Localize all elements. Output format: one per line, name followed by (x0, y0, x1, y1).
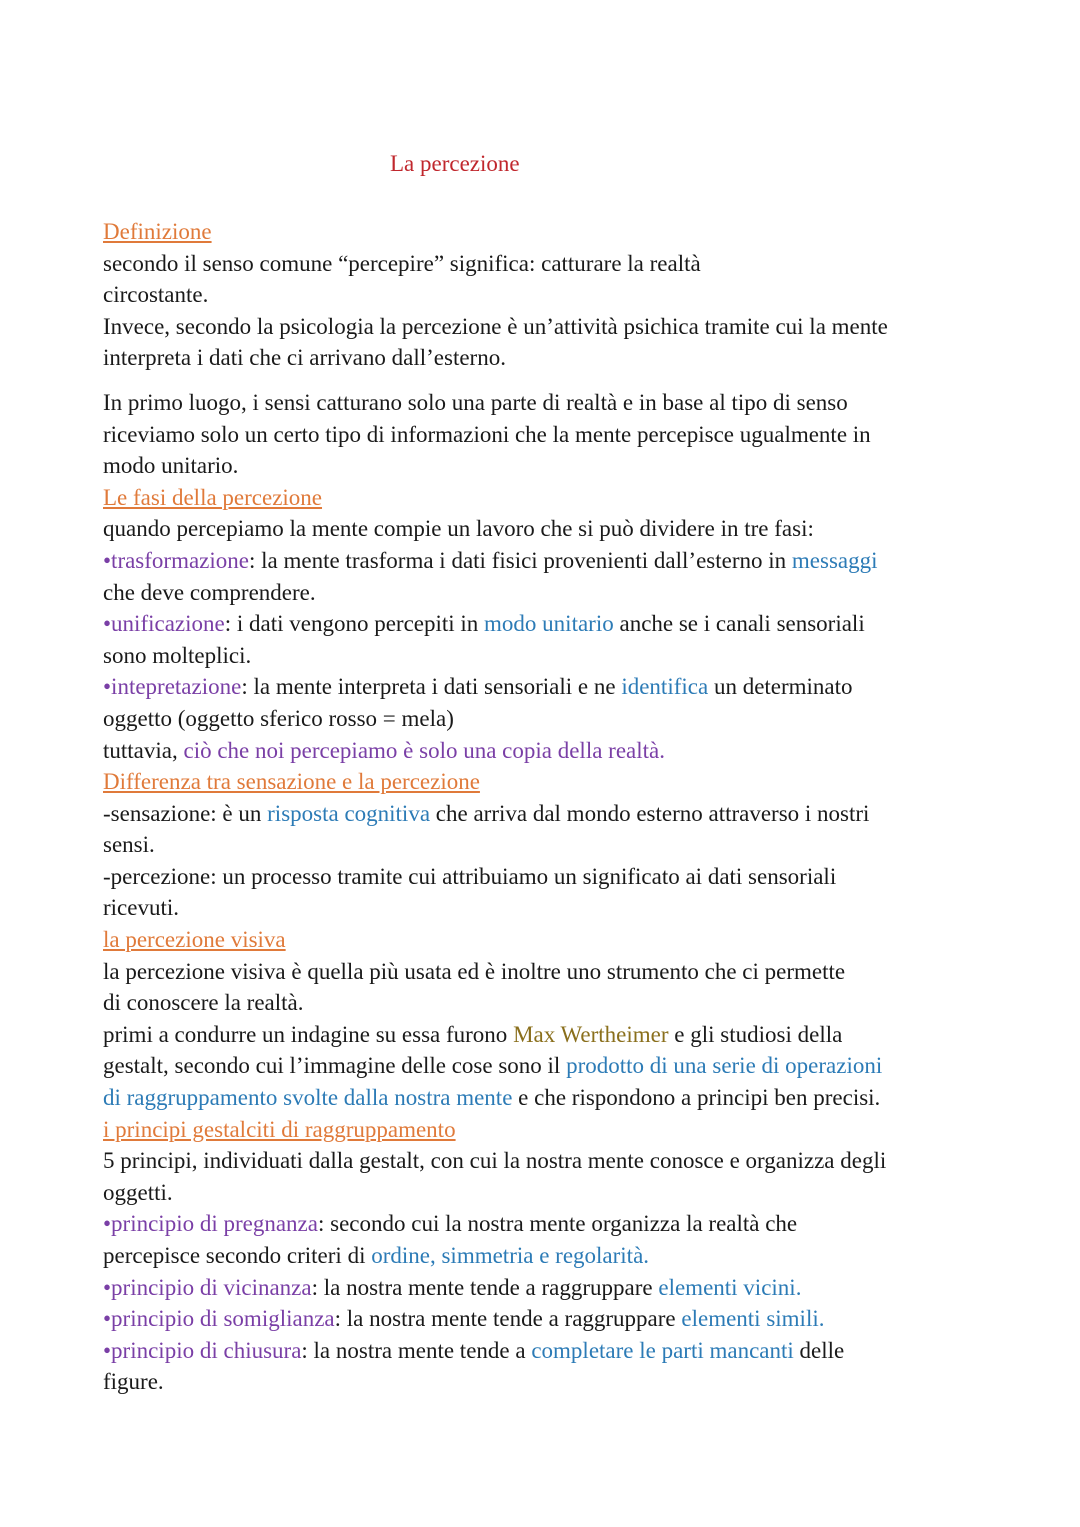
text-line: Invece, secondo la psicologia la percezione è un’attività psichica tramite cui la mente (103, 313, 888, 339)
term: •principio di chiusura (103, 1337, 302, 1363)
highlight: prodotto di una serie di operazioni (566, 1053, 883, 1079)
highlight: modo unitario (484, 611, 614, 637)
text-line: secondo il senso comune “percepire” significa: catturare la realtà (103, 250, 701, 276)
text-line: interpreta i dati che ci arrivano dall’esterno. (103, 345, 506, 371)
heading-percezione-visiva: la percezione visiva (103, 927, 286, 953)
text-line: -percezione: un processo tramite cui attribuiamo un significato ai dati sensoriali (103, 863, 837, 889)
text-line: tuttavia, ciò che noi percepiamo è solo una copia della realtà. (103, 737, 665, 763)
principle-chiusura: •principio di chiusura: la nostra mente tende a completare le parti mancanti delle (103, 1337, 845, 1363)
text-line: figure. (103, 1369, 164, 1395)
highlight: completare le parti mancanti (531, 1337, 794, 1363)
text-line: gestalt, secondo cui l’immagine delle cose sono il prodotto di una serie di operazioni (103, 1053, 883, 1079)
text-line: la percezione visiva è quella più usata ed è inoltre uno strumento che ci permette (103, 958, 846, 984)
highlight: ordine, simmetria e regolarità. (371, 1243, 650, 1268)
heading-fasi: Le fasi della percezione (103, 484, 323, 510)
term: •principio di vicinanza (103, 1274, 312, 1300)
heading-differenza: Differenza tra sensazione e la percezione (103, 769, 480, 795)
text-line: di conoscere la realtà. (103, 990, 304, 1016)
text-line: -sensazione: è un risposta cognitiva che arriva dal mondo esterno attraverso i nostri (103, 800, 870, 826)
text-line: riceviamo solo un certo tipo di informazioni che la mente percepisce ugualmente in (103, 421, 871, 447)
highlight: ciò che noi percepiamo è solo una copia della realtà. (183, 737, 665, 763)
phase-interpretazione: •intepretazione: la mente interpreta i dati sensoriali e ne identifica un determinato (103, 674, 853, 700)
text-line: In primo luogo, i sensi catturano solo una parte di realtà e in base al tipo di senso (103, 389, 848, 415)
text-line: ricevuti. (103, 895, 179, 921)
text-line: modo unitario. (103, 453, 239, 479)
text-line: 5 principi, individuati dalla gestalt, con cui la nostra mente conosce e organizza degli (103, 1148, 887, 1174)
text-line: di raggruppamento svolte dalla nostra mente e che rispondono a principi ben precisi. (103, 1085, 881, 1111)
highlight: di raggruppamento svolte dalla nostra mente (103, 1085, 513, 1111)
term: •trasformazione (103, 547, 249, 573)
principle-pregnanza: •principio di pregnanza: secondo cui la nostra mente organizza la realtà che (103, 1211, 798, 1237)
heading-principi: i principi gestalciti di raggruppamento (103, 1116, 456, 1142)
phase-unificazione: •unificazione: i dati vengono percepiti in modo unitario anche se i canali sensoriali (103, 611, 865, 637)
term: •intepretazione (103, 674, 242, 700)
term: •unificazione (103, 611, 225, 637)
text-line: oggetto (oggetto sferico rosso = mela) (103, 705, 454, 731)
heading-definizione: Definizione (103, 219, 212, 244)
document-page (103, 148, 983, 1398)
term: •principio di pregnanza (103, 1211, 318, 1237)
text-line: sono molteplici. (103, 642, 252, 668)
text-line: circostante. (103, 282, 209, 308)
principle-vicinanza: •principio di vicinanza: la nostra mente tende a raggruppare elementi vicini. (103, 1274, 802, 1300)
text-line: sensi. (103, 832, 155, 858)
text-line: primi a condurre un indagine su essa furono Max Wertheimer e gli studiosi della (103, 1021, 843, 1047)
page-title: La percezione (390, 151, 520, 176)
highlight: messaggi (791, 547, 878, 573)
text-line: percepisce secondo criteri di ordine, simmetria e regolarità. (103, 1243, 650, 1268)
highlight: identifica (621, 674, 709, 700)
text-line: quando percepiamo la mente compie un lavoro che si può dividere in tre fasi: (103, 516, 814, 542)
principle-somiglianza: •principio di somiglianza: la nostra mente tende a raggruppare elementi simili. (103, 1306, 825, 1332)
name-highlight: Max Wertheimer (513, 1021, 669, 1047)
text-line: oggetti. (103, 1179, 173, 1205)
term: •principio di somiglianza (103, 1306, 335, 1332)
highlight: risposta cognitiva (267, 800, 431, 826)
text-line: che deve comprendere. (103, 579, 316, 605)
highlight: elementi vicini. (658, 1274, 802, 1300)
highlight: elementi simili. (681, 1306, 825, 1332)
phase-trasformazione: •trasformazione: la mente trasforma i dati fisici provenienti dall’esterno in messaggi (103, 547, 878, 573)
